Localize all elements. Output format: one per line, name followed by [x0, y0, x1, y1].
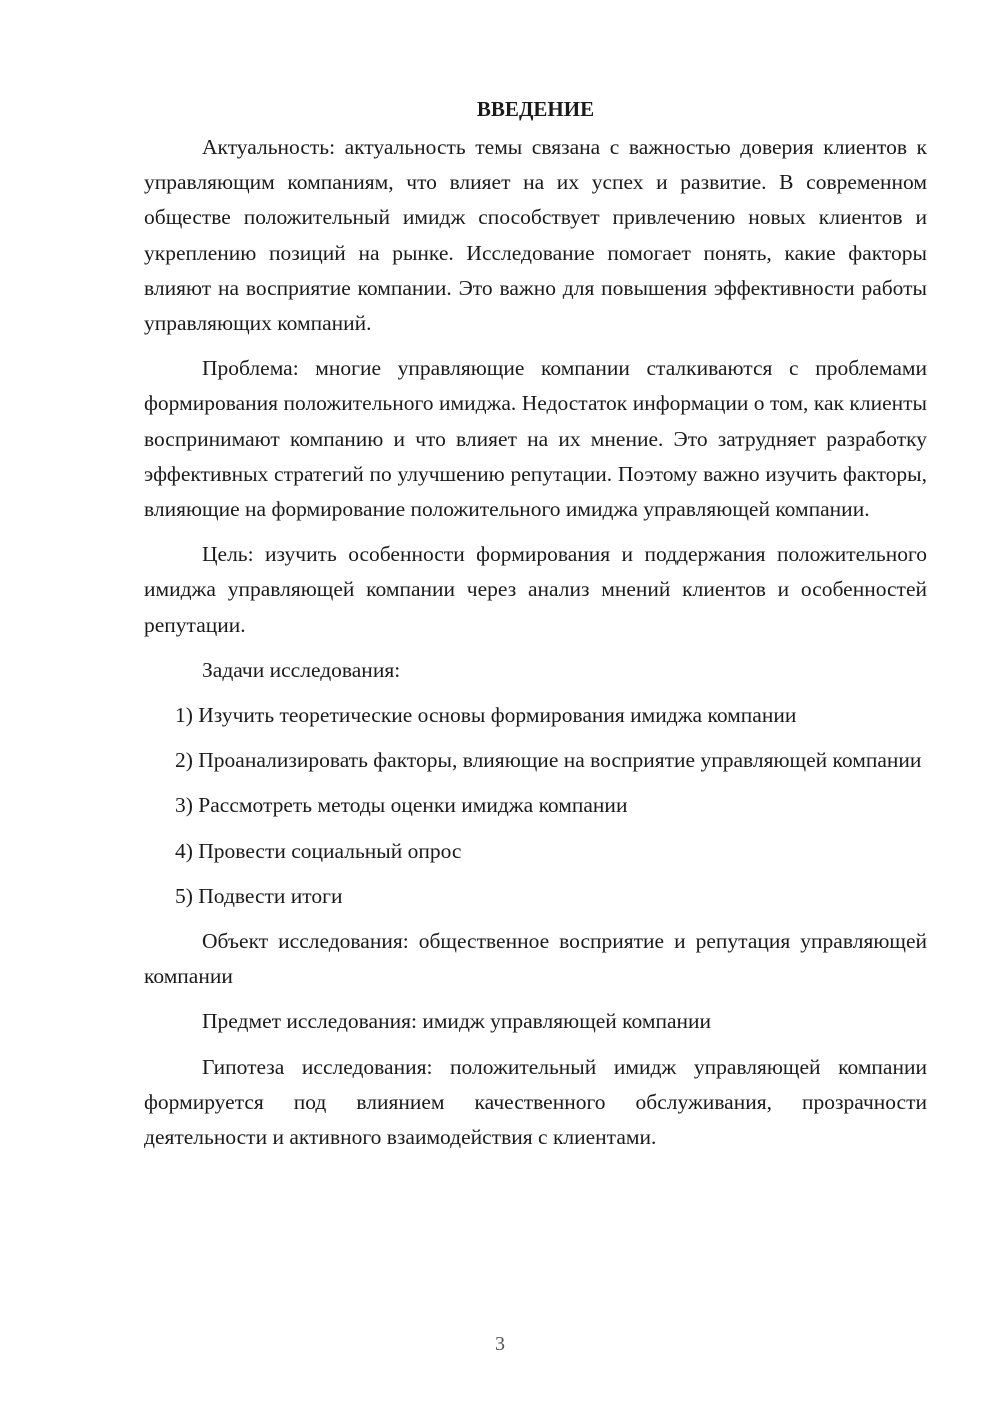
task-item-1: 1) Изучить теоретические основы формирования имиджа компании	[175, 703, 797, 728]
section-title: ВВЕДЕНИЕ	[476, 97, 595, 121]
task-item-4: 4) Провести социальный опрос	[175, 838, 462, 863]
paragraph-goal: Цель: изучить особенности формирования и поддержания положительного имиджа управляющей компании через анализ мнений клиентов и особенностей репутации.	[144, 542, 927, 637]
paragraph-hypothesis: Гипотеза исследования: положительный имидж управляющей компании формируется под влиянием качественного обслуживания, прозрачности деятельности и активного взаимодействия с клиентами.	[144, 1054, 927, 1150]
paragraph-relevance: Актуальность: актуальность темы связана с важностью доверия клиентов к управляющим компаниям, что влияет на их успех и развитие. В современном обществе положительный имидж способствует привлечению новых клиентов и укреплению позиций на рынке. Исследование помогает понять, какие факторы влияют на восприятие компании. Это важно для повышения эффективности работы управляющих компаний.	[144, 135, 927, 336]
page-number: 3	[495, 1333, 505, 1355]
task-item-3: 3) Рассмотреть методы оценки имиджа компании	[175, 793, 628, 818]
paragraph-tasks-heading: Задачи исследования:	[202, 657, 401, 682]
paragraph-object: Объект исследования: общественное восприятие и репутация управляющей компании	[144, 929, 927, 989]
paragraph-problem: Проблема: многие управляющие компании сталкиваются с проблемами формирования положительного имиджа. Недостаток информации о том, как клиенты воспринимают компанию и что влияет на их мнение. Это затрудняет разработку эффективных стратегий по улучшению репутации. Поэтому важно изучить факторы, влияющие на формирование положительного имиджа управляющей компании.	[144, 356, 927, 522]
document-body	[144, 92, 927, 1165]
paragraph-subject: Предмет исследования: имидж управляющей компании	[202, 1009, 712, 1034]
task-item-2: 2) Проанализировать факторы, влияющие на восприятие управляющей компании	[175, 748, 922, 773]
task-item-5: 5) Подвести итоги	[175, 883, 343, 908]
